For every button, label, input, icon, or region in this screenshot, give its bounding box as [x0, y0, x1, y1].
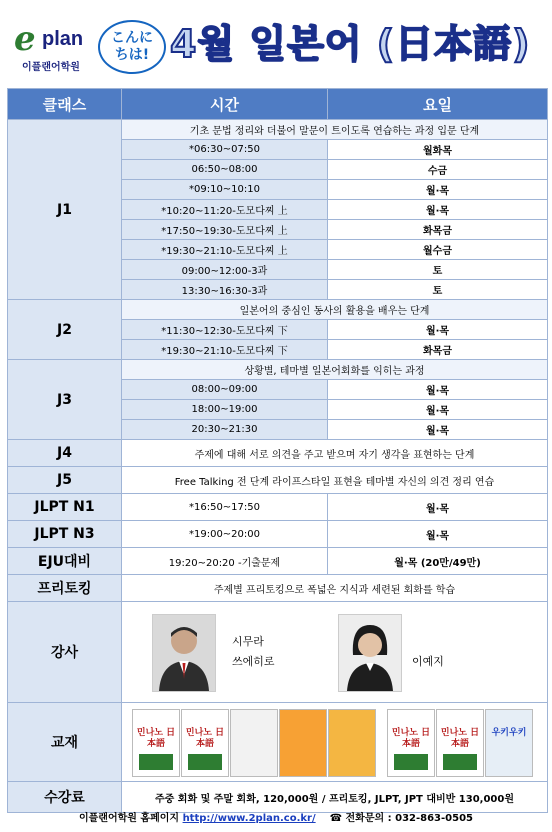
page-title: 4월 일본어 (日本語) [170, 22, 531, 66]
textbook-band [394, 754, 428, 770]
time-cell: 18:00~19:00 [122, 400, 328, 420]
textbook-title: 우키우키 [491, 728, 527, 738]
time-cell: *10:20~11:20-도모다찌 上 [122, 200, 328, 220]
day-cell: 월수금 [328, 240, 548, 260]
fee-label: 수강료 [8, 782, 122, 813]
time-cell: *16:50~17:50 [122, 494, 328, 521]
class-description: 일본어의 중심인 동사의 활용을 배우는 단계 [122, 300, 548, 320]
table-row [8, 521, 548, 548]
day-cell: 화목금 [328, 340, 548, 360]
class-description: Free Talking 전 단계 라이프스타일 표현을 테마별 자신의 의견 정리 연습 [122, 467, 548, 494]
class-j5: J5 [8, 467, 122, 494]
table-row [8, 360, 548, 380]
class-j2: J2 [8, 300, 122, 360]
homepage-link[interactable]: http://www.2plan.co.kr/ [182, 813, 316, 824]
table-row [8, 300, 548, 320]
day-cell: 월·목 [328, 420, 548, 440]
table-row [8, 440, 548, 467]
class-description: 주제에 대해 서로 의견을 주고 받으며 자기 생각을 표현하는 단계 [122, 440, 548, 467]
page-header [0, 0, 552, 84]
time-cell: *19:30~21:10-도모다찌 下 [122, 340, 328, 360]
time-cell: 13:30~16:30-3과 [122, 280, 328, 300]
day-cell: 월·목 [328, 400, 548, 420]
textbook-title: 민나노 日本語 [136, 728, 176, 749]
header-day: 요일 [328, 89, 548, 120]
day-cell: 월·목 [328, 380, 548, 400]
textbook-title: 민나노 日本語 [440, 728, 480, 749]
teacher-name-line: 쓰에히로 [232, 655, 275, 668]
teacher-name-line: 시무라 [232, 635, 264, 648]
teacher-photo-1 [152, 614, 216, 692]
schedule-table [7, 88, 548, 813]
header-time: 시간 [122, 89, 328, 120]
phone-icon: ☎ [329, 813, 343, 824]
class-jlpt-n1: JLPT N1 [8, 494, 122, 521]
day-cell: 월·목 [328, 320, 548, 340]
header-class: 클래스 [8, 89, 122, 120]
table-row [8, 494, 548, 521]
teacher-name-1 [232, 632, 275, 672]
day-cell: 월·목 [328, 521, 548, 548]
textbook-title: 민나노 日本語 [185, 728, 225, 749]
time-cell: 08:00~09:00 [122, 380, 328, 400]
teacher-cell [122, 602, 548, 703]
textbook-cover [181, 709, 229, 777]
day-cell: 월·목 [328, 180, 548, 200]
textbook-cover [436, 709, 484, 777]
time-cell: 20:30~21:30 [122, 420, 328, 440]
time-cell: *19:00~20:00 [122, 521, 328, 548]
day-cell: 월·목 [328, 200, 548, 220]
day-cell: 월·목 [328, 494, 548, 521]
day-cell: 화목금 [328, 220, 548, 240]
time-cell: *11:30~12:30-도모다찌 下 [122, 320, 328, 340]
table-row [8, 548, 548, 575]
table-row [8, 602, 548, 703]
class-j1: J1 [8, 120, 122, 300]
class-free-talking: 프리토킹 [8, 575, 122, 602]
teacher-photo-2 [338, 614, 402, 692]
textbook-label: 교재 [8, 703, 122, 782]
day-cell: 토 [328, 260, 548, 280]
time-cell: *17:50~19:30-도모다찌 上 [122, 220, 328, 240]
time-cell: *06:30~07:50 [122, 140, 328, 160]
page-footer [0, 808, 552, 830]
textbook-cell [122, 703, 548, 782]
class-description: 주제별 프리토킹으로 폭넓은 지식과 세련된 회화를 학습 [122, 575, 548, 602]
time-cell: 06:50~08:00 [122, 160, 328, 180]
table-row [8, 575, 548, 602]
class-eju: EJU대비 [8, 548, 122, 575]
textbook-band [139, 754, 173, 770]
day-cell: 수금 [328, 160, 548, 180]
textbook-cover [485, 709, 533, 777]
class-j4: J4 [8, 440, 122, 467]
day-cell: 토 [328, 280, 548, 300]
teacher-name-2: 이예지 [412, 655, 444, 668]
table-header-row [8, 89, 548, 120]
phone-number: 전화문의 : 032-863-0505 [345, 813, 473, 824]
class-j3: J3 [8, 360, 122, 440]
textbook-band [443, 754, 477, 770]
bubble-line-1: こんに [111, 30, 153, 46]
bubble-line-2: ちは! [114, 47, 150, 63]
textbook-title: 민나노 日本語 [391, 728, 431, 749]
table-row [8, 703, 548, 782]
greeting-bubble [98, 20, 166, 74]
logo-word: plan [42, 28, 84, 50]
day-cell: 월·목 (20만/49만) [328, 548, 548, 575]
table-row [8, 467, 548, 494]
textbook-band [188, 754, 222, 770]
time-cell: 19:20~20:20 -기출문제 [122, 548, 328, 575]
class-jlpt-n3: JLPT N3 [8, 521, 122, 548]
textbook-cover [387, 709, 435, 777]
homepage-label: 이플랜어학원 홈페이지 [78, 813, 180, 824]
textbook-cover [132, 709, 180, 777]
day-cell: 월화목 [328, 140, 548, 160]
table-row [8, 120, 548, 140]
eplan-logo [14, 19, 94, 74]
textbook-cover [279, 709, 327, 777]
teacher-label: 강사 [8, 602, 122, 703]
time-cell: 09:00~12:00-3과 [122, 260, 328, 280]
class-description: 상황별, 테마별 일본어회화를 익히는 과정 [122, 360, 548, 380]
logo-letter: e [14, 19, 36, 59]
textbook-cover [230, 709, 278, 777]
logo-subtitle: 이플랜어학원 [22, 62, 80, 73]
fee-text: 주중 회화 및 주말 회화, 120,000원 / 프리토킹, JLPT, JPT 대비반 130,000원 [122, 782, 548, 813]
textbook-cover [328, 709, 376, 777]
time-cell: *09:10~10:10 [122, 180, 328, 200]
time-cell: *19:30~21:10-도모다찌 上 [122, 240, 328, 260]
class-description: 기초 문법 정리와 더불어 말문이 트이도록 연습하는 과정 입문 단계 [122, 120, 548, 140]
